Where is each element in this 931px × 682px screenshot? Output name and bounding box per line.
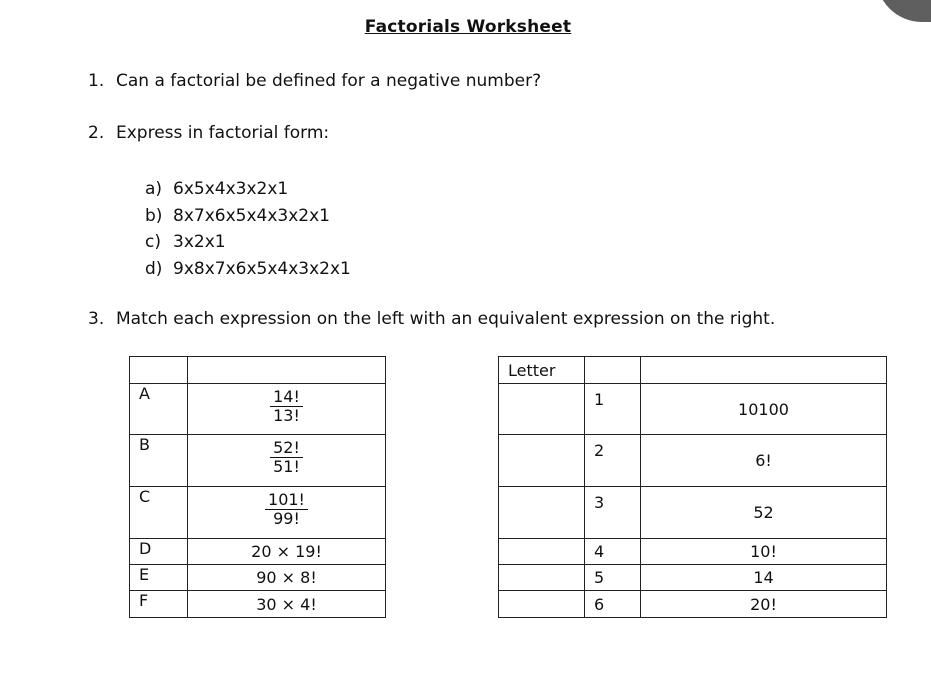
row-letter: D bbox=[130, 539, 188, 565]
table-row bbox=[499, 591, 887, 618]
header-cell bbox=[585, 357, 641, 384]
value-cell: 14 bbox=[641, 565, 887, 591]
numerator: 52! bbox=[270, 439, 303, 458]
expression-cell bbox=[188, 487, 386, 539]
header-cell bbox=[188, 357, 386, 384]
question-2-parts bbox=[145, 176, 351, 282]
table-row bbox=[499, 435, 887, 487]
part-a bbox=[145, 176, 351, 203]
letter-answer-cell[interactable] bbox=[499, 384, 585, 435]
part-expression: 8x7x6x5x4x3x2x1 bbox=[173, 205, 330, 226]
table-row bbox=[130, 357, 386, 384]
table-row bbox=[130, 565, 386, 591]
table-row bbox=[130, 384, 386, 435]
row-letter: B bbox=[130, 435, 188, 487]
table-row bbox=[499, 384, 887, 435]
table-row bbox=[499, 565, 887, 591]
question-text: Can a factorial be defined for a negative number? bbox=[116, 71, 542, 91]
table-row bbox=[130, 539, 386, 565]
letter-answer-cell[interactable] bbox=[499, 435, 585, 487]
worksheet-title: Factorials Worksheet bbox=[364, 17, 572, 37]
letter-header: Letter bbox=[499, 357, 585, 384]
part-expression: 6x5x4x3x2x1 bbox=[173, 179, 289, 199]
value-cell: 10100 bbox=[641, 384, 887, 435]
letter-answer-cell[interactable] bbox=[499, 487, 585, 539]
part-b bbox=[145, 203, 351, 230]
row-letter: A bbox=[130, 384, 188, 435]
question-1 bbox=[88, 71, 541, 91]
expression-cell: 20 × 19! bbox=[188, 539, 386, 565]
denominator: 99! bbox=[273, 509, 300, 529]
expression-cell: 30 × 4! bbox=[188, 591, 386, 618]
part-label: b) bbox=[145, 205, 163, 226]
part-expression: 3x2x1 bbox=[173, 232, 226, 252]
row-number: 6 bbox=[585, 591, 641, 618]
table-row bbox=[130, 487, 386, 539]
value-cell: 10! bbox=[641, 539, 887, 565]
value-cell: 6! bbox=[641, 435, 887, 487]
table-row bbox=[130, 591, 386, 618]
part-d bbox=[145, 256, 351, 283]
part-c bbox=[145, 229, 351, 256]
part-label: a) bbox=[145, 179, 163, 199]
letter-answer-cell[interactable] bbox=[499, 539, 585, 565]
table-row bbox=[499, 487, 887, 539]
row-number: 1 bbox=[585, 384, 641, 435]
row-number: 3 bbox=[585, 487, 641, 539]
expression-cell: 90 × 8! bbox=[188, 565, 386, 591]
row-letter: C bbox=[130, 487, 188, 539]
numerator: 101! bbox=[265, 491, 308, 510]
question-text: Express in factorial form: bbox=[116, 123, 330, 143]
letter-answer-cell[interactable] bbox=[499, 591, 585, 618]
row-letter: F bbox=[130, 591, 188, 618]
row-number: 4 bbox=[585, 539, 641, 565]
question-text: Match each expression on the left with an equivalent expression on the right. bbox=[116, 309, 776, 329]
header-cell bbox=[641, 357, 887, 384]
denominator: 51! bbox=[273, 457, 300, 477]
question-number: 2. bbox=[88, 123, 105, 143]
left-expression-table bbox=[129, 356, 386, 618]
part-label: c) bbox=[145, 232, 161, 252]
value-cell: 20! bbox=[641, 591, 887, 618]
value-cell: 52 bbox=[641, 487, 887, 539]
fraction bbox=[270, 439, 303, 477]
row-number: 5 bbox=[585, 565, 641, 591]
table-row bbox=[499, 539, 887, 565]
question-number: 1. bbox=[88, 71, 105, 91]
row-letter: E bbox=[130, 565, 188, 591]
question-3 bbox=[88, 309, 775, 329]
part-label: d) bbox=[145, 258, 163, 279]
expression-cell bbox=[188, 435, 386, 487]
table-row bbox=[499, 357, 887, 384]
expression-cell bbox=[188, 384, 386, 435]
fraction bbox=[270, 388, 303, 426]
numerator: 14! bbox=[270, 388, 303, 407]
question-number: 3. bbox=[88, 309, 105, 329]
header-cell bbox=[130, 357, 188, 384]
part-expression: 9x8x7x6x5x4x3x2x1 bbox=[173, 258, 351, 279]
right-answer-table bbox=[498, 356, 887, 618]
row-number: 2 bbox=[585, 435, 641, 487]
letter-answer-cell[interactable] bbox=[499, 565, 585, 591]
denominator: 13! bbox=[273, 406, 300, 426]
table-row bbox=[130, 435, 386, 487]
question-2 bbox=[88, 123, 329, 143]
fraction bbox=[265, 491, 308, 529]
